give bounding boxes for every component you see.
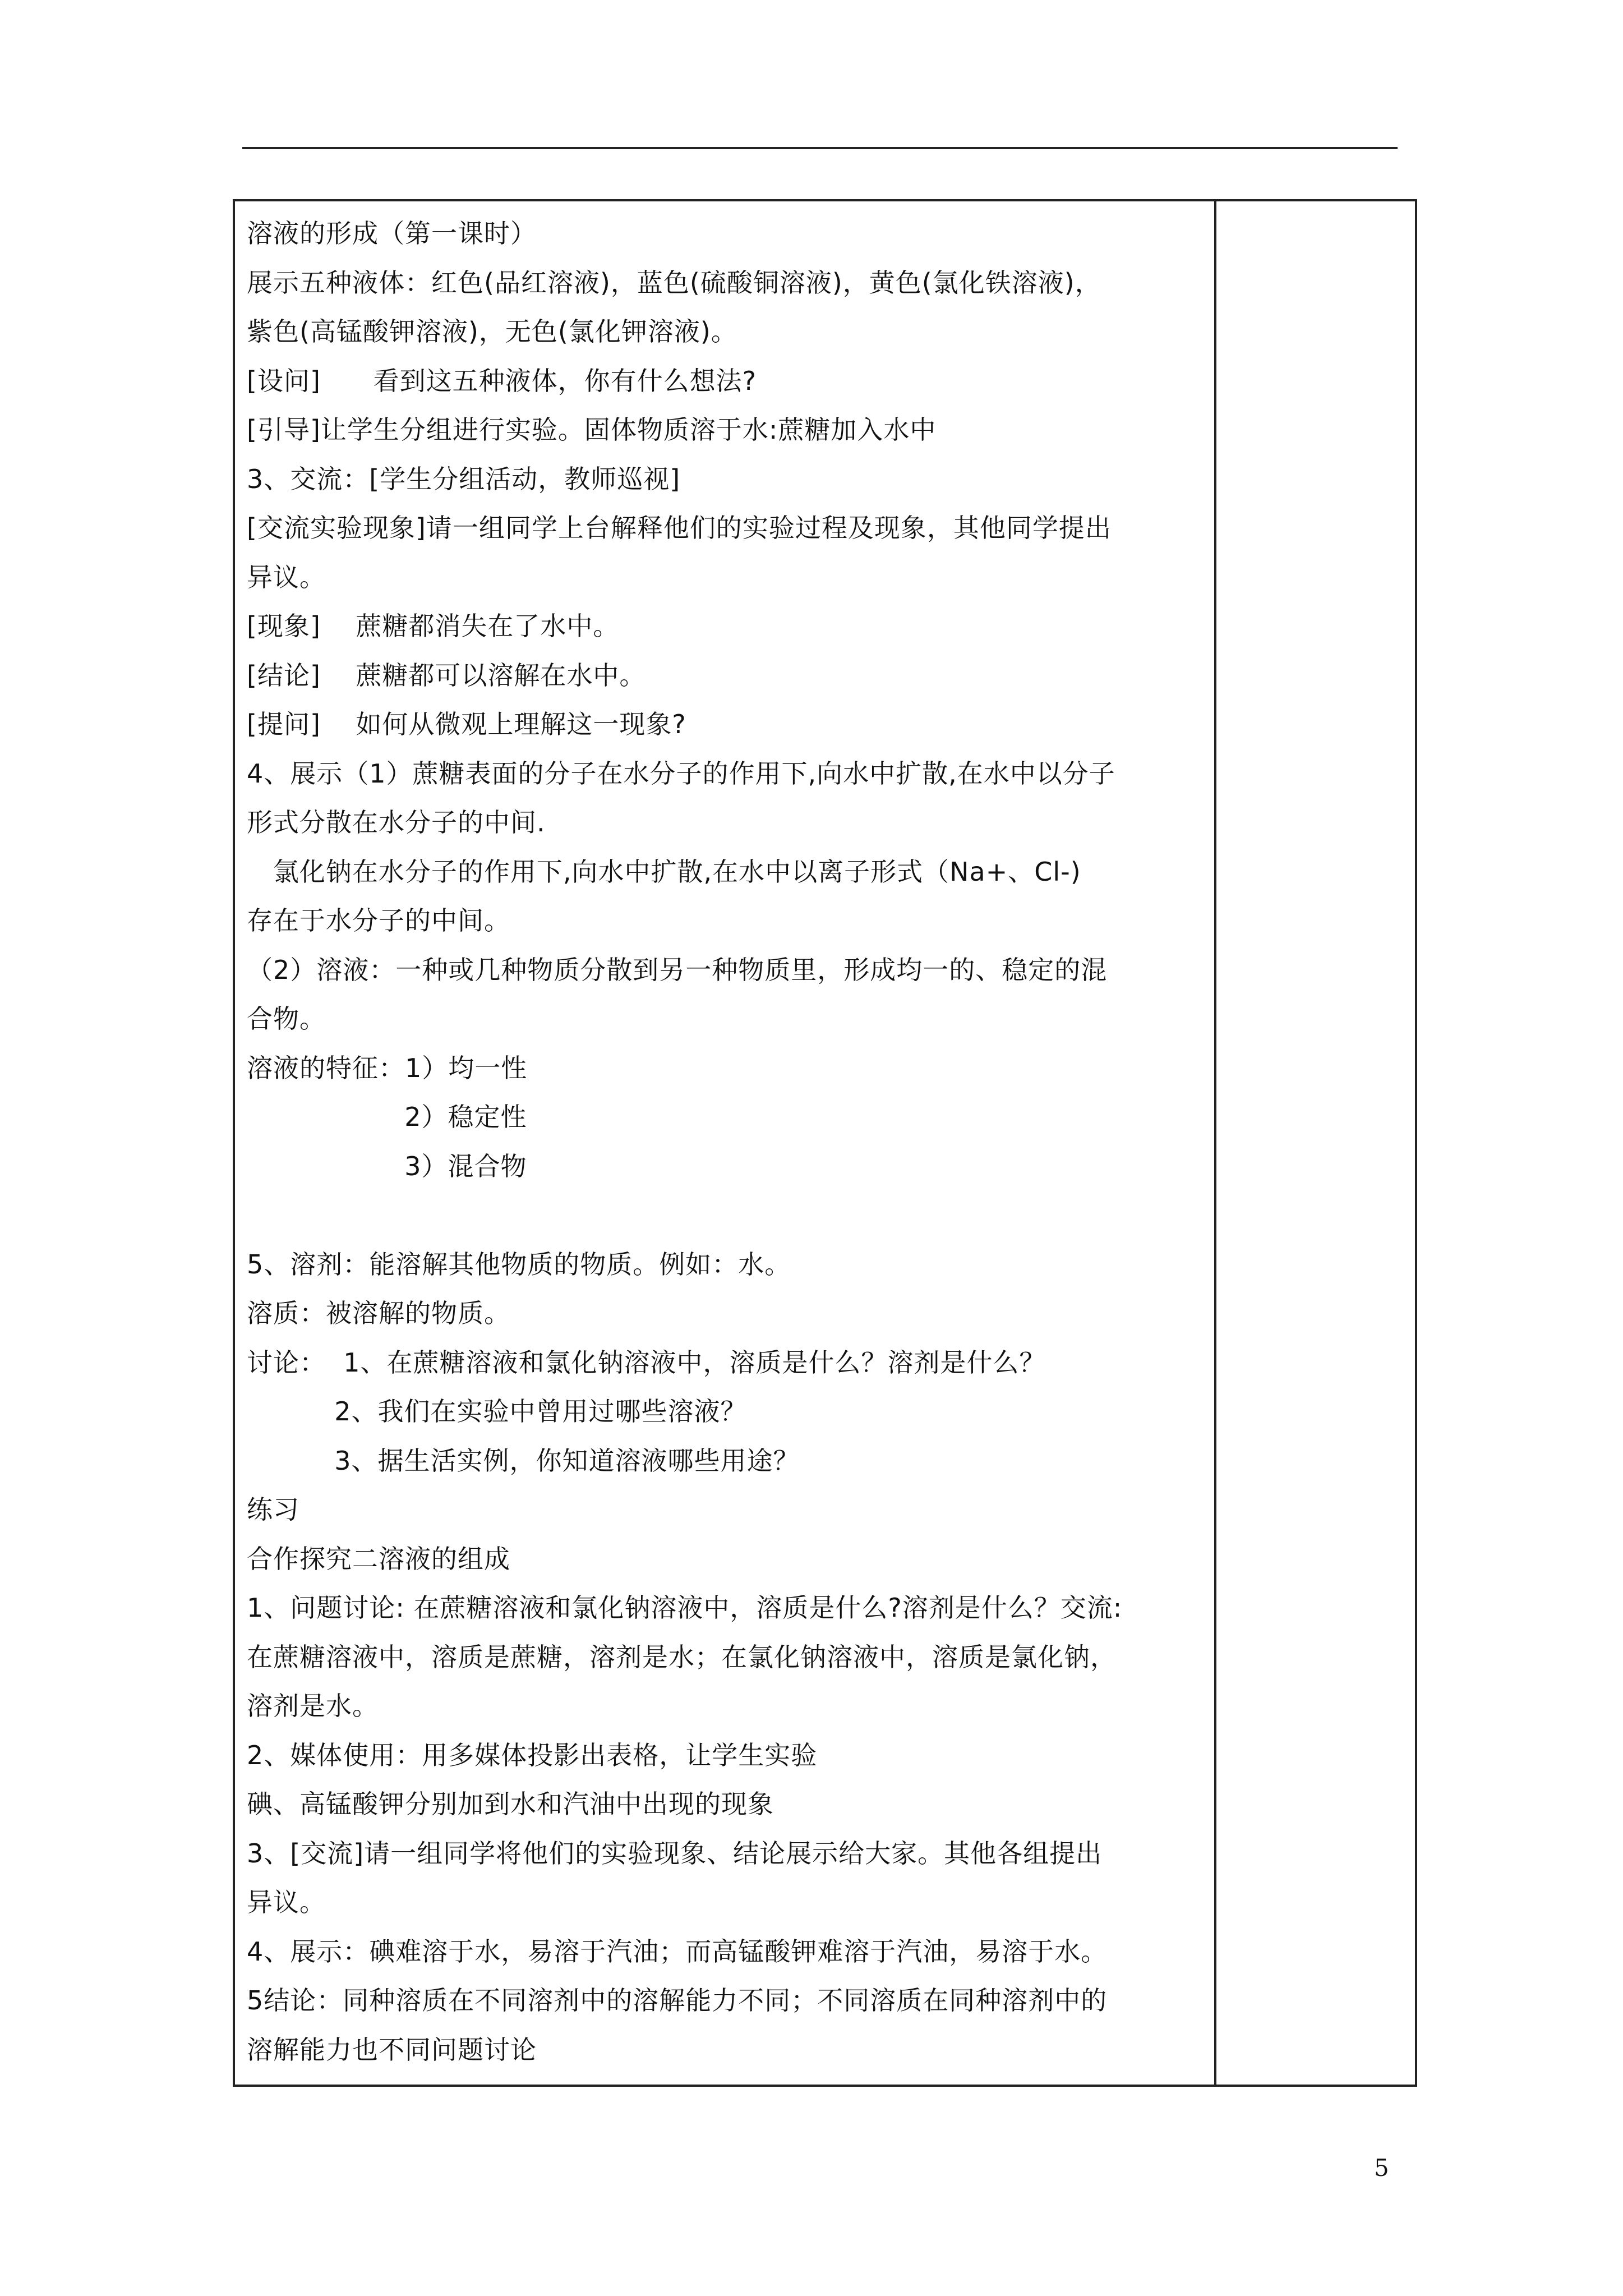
text-line: 2）稳定性 xyxy=(247,1102,527,1132)
text-line: 溶质：被溶解的物质。 xyxy=(247,1298,510,1328)
text-line: 1、问题讨论: 在蔗糖溶液和氯化钠溶液中，溶质是什么?溶剂是什么？交流: xyxy=(247,1593,1123,1623)
text-line: [交流实验现象]请一组同学上台解释他们的实验过程及现象，其他同学提出 xyxy=(247,513,1112,543)
text-line: （2）溶液：一种或几种物质分散到另一种物质里，形成均一的、稳定的混 xyxy=(247,954,1108,985)
text-line: 氯化钠在水分子的作用下,向水中扩散,在水中以离子形式（Na+、Cl-) xyxy=(247,856,1081,887)
text-line: 紫色(高锰酸钾溶液)，无色(氯化钾溶液)。 xyxy=(247,316,737,347)
text-line: 3、交流：[学生分组活动，教师巡视] xyxy=(247,463,681,494)
text-line: [结论] 蔗糖都可以溶解在水中。 xyxy=(247,660,646,691)
page-number: 5 xyxy=(1374,2154,1389,2182)
text-line: 合作探究二溶液的组成 xyxy=(247,1543,510,1574)
text-line: [设问] 看到这五种液体，你有什么想法? xyxy=(247,365,757,396)
text-line: 溶剂是水。 xyxy=(247,1691,379,1721)
text-line: 存在于水分子的中间。 xyxy=(247,905,510,936)
header-rule xyxy=(242,147,1398,149)
text-line: 展示五种液体：红色(品红溶液)，蓝色(硫酸铜溶液)，黄色(氯化铁溶液)， xyxy=(247,267,1101,298)
text-line: 3、据生活实例，你知道溶液哪些用途？ xyxy=(247,1445,800,1476)
text-line: 3、[交流]请一组同学将他们的实验现象、结论展示给大家。其他各组提出 xyxy=(247,1838,1103,1869)
text-line: 异议。 xyxy=(247,562,326,592)
text-line: 形式分散在水分子的中间. xyxy=(247,807,546,838)
text-line: 在蔗糖溶液中，溶质是蔗糖，溶剂是水；在氯化钠溶液中，溶质是氯化钠， xyxy=(247,1641,1117,1672)
text-line: 碘、高锰酸钾分别加到水和汽油中出现的现象 xyxy=(247,1789,774,1819)
text-line: 合物。 xyxy=(247,1004,326,1034)
text-line: 溶液的形成（第一课时） xyxy=(247,218,537,249)
text-line: 5、溶剂：能溶解其他物质的物质。例如：水。 xyxy=(247,1249,791,1280)
text-line: 溶解能力也不同问题讨论 xyxy=(247,2034,537,2065)
text-line: 讨论： 1、在蔗糖溶液和氯化钠溶液中，溶质是什么？溶剂是什么？ xyxy=(247,1347,1046,1378)
text-line: 2、媒体使用：用多媒体投影出表格，让学生实验 xyxy=(247,1740,818,1770)
table-column-divider xyxy=(1214,199,1216,2087)
text-line: 练习 xyxy=(247,1494,299,1525)
text-line: [提问] 如何从微观上理解这一现象? xyxy=(247,709,686,739)
text-line: 2、我们在实验中曾用过哪些溶液？ xyxy=(247,1396,747,1427)
text-line: [引导]让学生分组进行实验。固体物质溶于水:蔗糖加入水中 xyxy=(247,415,937,445)
text-line: 3）混合物 xyxy=(247,1151,527,1181)
text-line: [现象] 蔗糖都消失在了水中。 xyxy=(247,611,620,641)
text-line: 4、展示（1）蔗糖表面的分子在水分子的作用下,向水中扩散,在水中以分子 xyxy=(247,758,1115,789)
text-line: 异议。 xyxy=(247,1887,326,1917)
text-line: 溶液的特征：1）均一性 xyxy=(247,1052,528,1083)
text-line xyxy=(247,1191,1200,1240)
lesson-content xyxy=(247,209,1200,2074)
text-line: 4、展示：碘难溶于水，易溶于汽油；而高锰酸钾难溶于汽油，易溶于水。 xyxy=(247,1936,1108,1967)
text-line: 5结论：同种溶质在不同溶剂中的溶解能力不同；不同溶质在同种溶剂中的 xyxy=(247,1985,1108,2016)
